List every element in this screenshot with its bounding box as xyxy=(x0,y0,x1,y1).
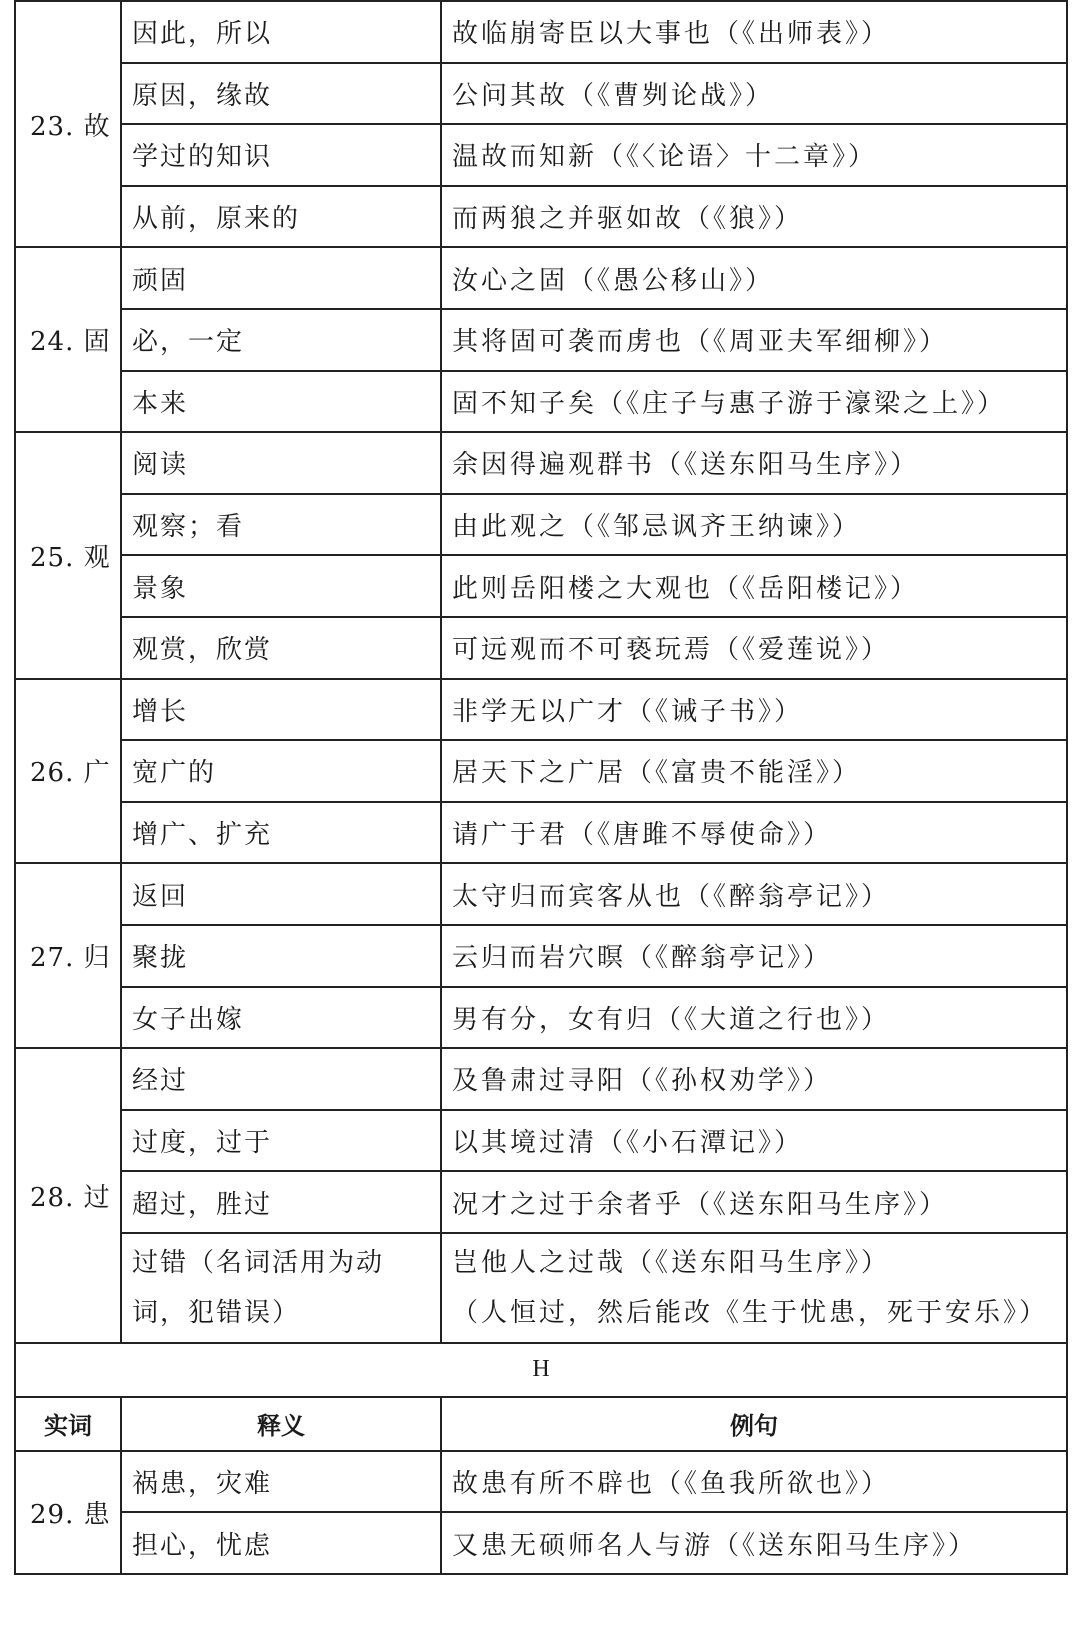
table-row xyxy=(15,679,1067,741)
table-row xyxy=(15,740,1067,802)
example-line: 岂他人之过哉（《送东阳马生序》） xyxy=(452,1247,891,1278)
table-row xyxy=(15,1512,1067,1574)
meaning-cell: 从前，原来的 xyxy=(121,186,441,248)
meaning-cell: 阅读 xyxy=(121,432,441,494)
table-row xyxy=(15,247,1067,309)
vocabulary-table xyxy=(14,0,1068,1575)
table-row xyxy=(15,555,1067,617)
table-row xyxy=(15,617,1067,679)
example-cell: 以其境过清（《小石潭记》） xyxy=(441,1110,1067,1172)
meaning-cell: 女子出嫁 xyxy=(121,987,441,1049)
meaning-line: 过错（名词活用为动 xyxy=(132,1247,385,1278)
example-cell: 非学无以广才（《诫子书》） xyxy=(441,679,1067,741)
example-cell: 及鲁肃过寻阳（《孙权劝学》） xyxy=(441,1048,1067,1110)
header-meaning: 释义 xyxy=(121,1397,441,1451)
header-word: 实词 xyxy=(15,1397,121,1451)
example-cell: 故临崩寄臣以大事也（《出师表》） xyxy=(441,1,1067,63)
table-row xyxy=(15,124,1067,186)
example-cell: 余因得遍观群书（《送东阳马生序》） xyxy=(441,432,1067,494)
table-row xyxy=(15,309,1067,371)
word-cell: 25. 观 xyxy=(15,432,121,678)
meaning-cell: 宽广的 xyxy=(121,740,441,802)
meaning-cell: 返回 xyxy=(121,863,441,925)
example-cell: 男有分，女有归（《大道之行也》） xyxy=(441,987,1067,1049)
meaning-cell: 本来 xyxy=(121,371,441,433)
meaning-cell: 增长 xyxy=(121,679,441,741)
example-cell: 汝心之固（《愚公移山》） xyxy=(441,247,1067,309)
table-row xyxy=(15,925,1067,987)
example-cell: 固不知子矣（《庄子与惠子游于濠梁之上》） xyxy=(441,371,1067,433)
table-row xyxy=(15,1048,1067,1110)
example-cell: 太守归而宾客从也（《醉翁亭记》） xyxy=(441,863,1067,925)
example-cell: 又患无硕师名人与游（《送东阳马生序》） xyxy=(441,1512,1067,1574)
example-cell: 公问其故（《曹刿论战》） xyxy=(441,63,1067,125)
example-cell: 此则岳阳楼之大观也（《岳阳楼记》） xyxy=(441,555,1067,617)
meaning-cell: 超过，胜过 xyxy=(121,1171,441,1233)
meaning-line: 词，犯错误） xyxy=(132,1297,301,1328)
example-cell: 况才之过于余者乎（《送东阳马生序》） xyxy=(441,1171,1067,1233)
word-cell: 23. 故 xyxy=(15,1,121,247)
example-line: （人恒过，然后能改《生于忧患，死于安乐》） xyxy=(452,1297,1049,1328)
table-row xyxy=(15,863,1067,925)
word-cell: 29. 患 xyxy=(15,1451,121,1574)
meaning-cell: 聚拢 xyxy=(121,925,441,987)
header-example: 例句 xyxy=(441,1397,1067,1451)
section-row xyxy=(15,1343,1067,1397)
meaning-cell: 必，一定 xyxy=(121,309,441,371)
example-cell: 由此观之（《邹忌讽齐王纳谏》） xyxy=(441,494,1067,556)
table-row xyxy=(15,63,1067,125)
table-row xyxy=(15,1233,1067,1343)
table-row xyxy=(15,494,1067,556)
example-cell: 居天下之广居（《富贵不能淫》） xyxy=(441,740,1067,802)
word-cell: 27. 归 xyxy=(15,863,121,1048)
example-cell xyxy=(441,1233,1067,1343)
table-row xyxy=(15,802,1067,864)
table-row xyxy=(15,1110,1067,1172)
meaning-cell xyxy=(121,1233,441,1343)
example-cell: 而两狼之并驱如故（《狼》） xyxy=(441,186,1067,248)
table-row xyxy=(15,432,1067,494)
section-letter: H xyxy=(15,1343,1067,1397)
word-cell: 26. 广 xyxy=(15,679,121,864)
example-cell: 请广于君（《唐雎不辱使命》） xyxy=(441,802,1067,864)
example-cell: 可远观而不可亵玩焉（《爱莲说》） xyxy=(441,617,1067,679)
meaning-cell: 增广、扩充 xyxy=(121,802,441,864)
word-cell: 24. 固 xyxy=(15,247,121,432)
word-cell: 28. 过 xyxy=(15,1048,121,1343)
vocabulary-table-container xyxy=(14,0,1066,1575)
meaning-cell: 担心，忧虑 xyxy=(121,1512,441,1574)
table-row xyxy=(15,186,1067,248)
meaning-cell: 景象 xyxy=(121,555,441,617)
table-row xyxy=(15,371,1067,433)
meaning-cell: 观察；看 xyxy=(121,494,441,556)
meaning-cell: 学过的知识 xyxy=(121,124,441,186)
table-row xyxy=(15,1171,1067,1233)
meaning-cell: 过度，过于 xyxy=(121,1110,441,1172)
example-cell: 温故而知新（《〈论语〉十二章》） xyxy=(441,124,1067,186)
meaning-cell: 顽固 xyxy=(121,247,441,309)
table-row xyxy=(15,1,1067,63)
meaning-cell: 祸患，灾难 xyxy=(121,1451,441,1513)
meaning-cell: 观赏，欣赏 xyxy=(121,617,441,679)
example-cell: 云归而岩穴暝（《醉翁亭记》） xyxy=(441,925,1067,987)
example-cell: 故患有所不辟也（《鱼我所欲也》） xyxy=(441,1451,1067,1513)
table-row xyxy=(15,1451,1067,1513)
meaning-cell: 经过 xyxy=(121,1048,441,1110)
table-row xyxy=(15,987,1067,1049)
meaning-cell: 原因，缘故 xyxy=(121,63,441,125)
header-row xyxy=(15,1397,1067,1451)
example-cell: 其将固可袭而虏也（《周亚夫军细柳》） xyxy=(441,309,1067,371)
meaning-cell: 因此，所以 xyxy=(121,1,441,63)
